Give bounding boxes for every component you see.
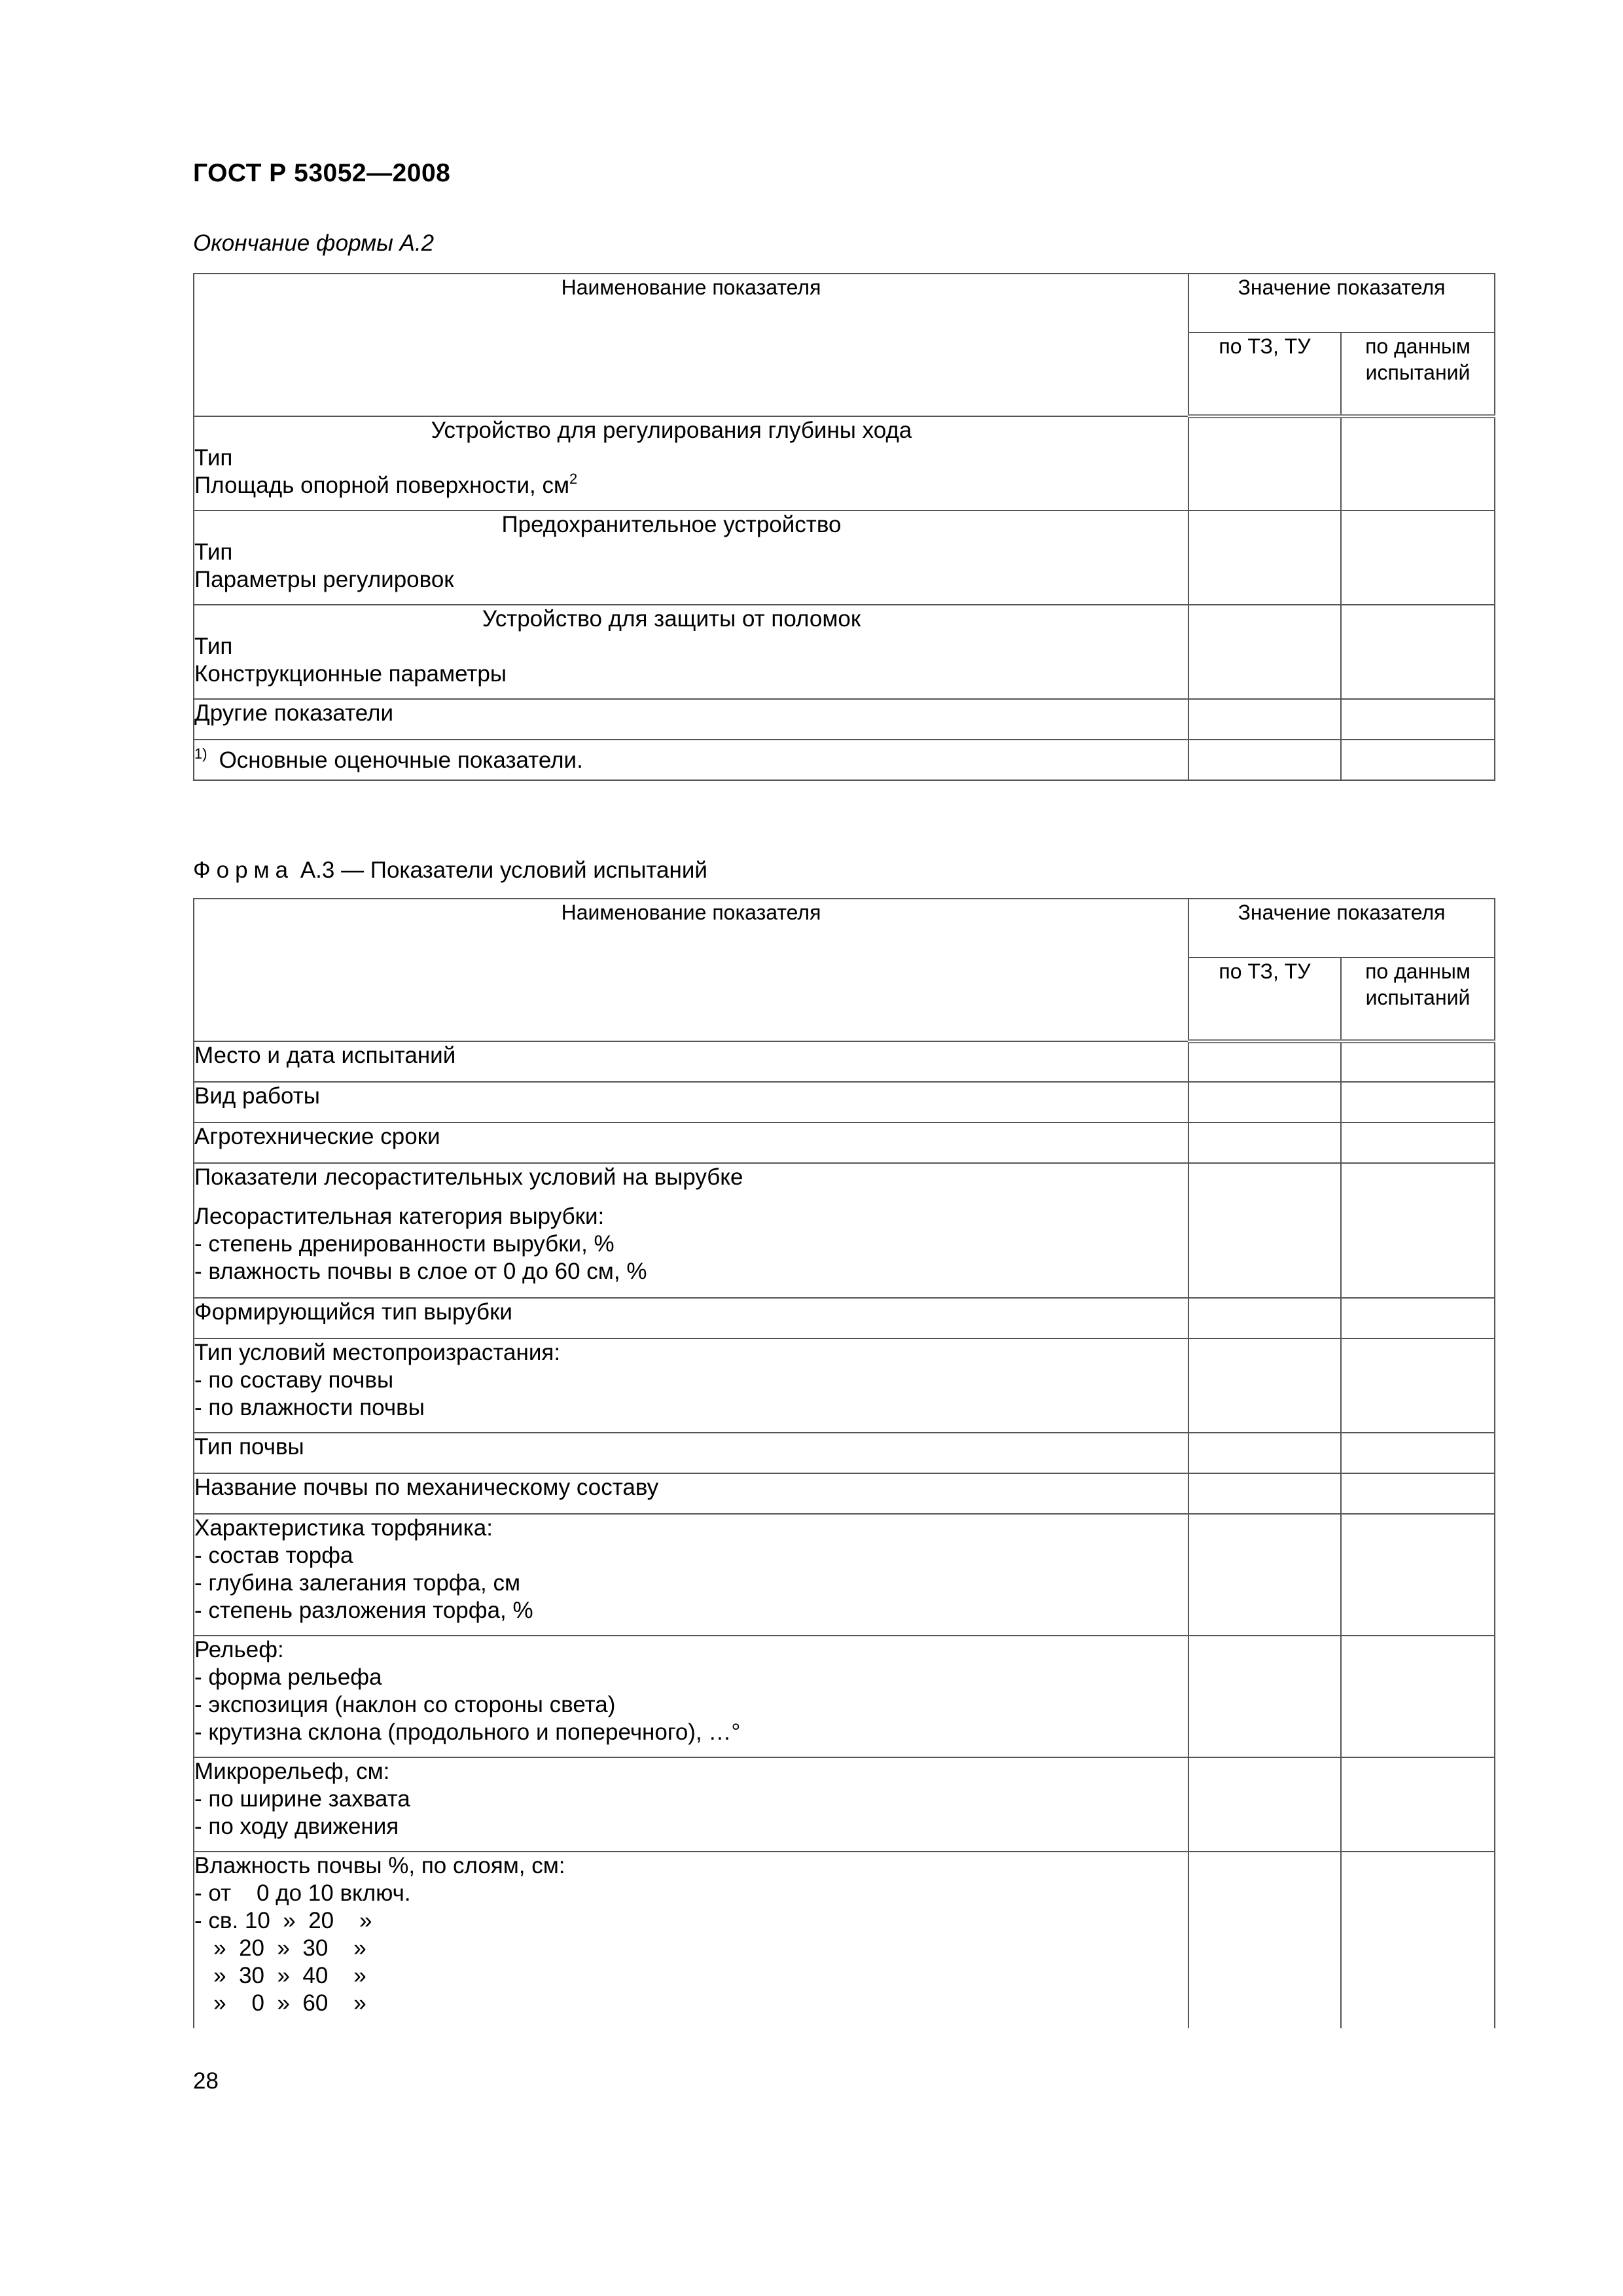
table-row [194,1636,1495,1757]
document-header: ГОСТ Р 53052—2008 [193,159,451,187]
column-header-value: Значение показателя [1188,274,1495,332]
value-cell [1341,1298,1495,1338]
value-cell [1188,1757,1341,1852]
table-row [194,1298,1495,1338]
value-cell [1188,416,1341,511]
row-line: Формирующийся тип вырубки [194,1299,512,1325]
form-a3-caption-prefix: Форма [193,857,294,883]
value-cell [1341,740,1495,780]
value-cell [1341,699,1495,740]
table-row [194,1514,1495,1636]
row-line: - состав торфа [194,1543,353,1568]
value-cell [1341,1852,1495,2028]
value-cell [1188,1041,1341,1082]
table-row [194,740,1495,780]
row-line: Название почвы по механическому составу [194,1475,659,1500]
row-line: Агротехнические сроки [194,1124,440,1149]
value-cell [1341,416,1495,511]
row-title: Устройство для защиты от поломок [482,606,861,632]
value-cell [1188,1852,1341,2028]
table-row [194,416,1495,511]
value-cell [1341,1433,1495,1473]
row-line: Параметры регулировок [194,567,454,592]
footnote-mark: 1) [194,745,207,762]
row-line: » 20 » 30 » [194,1935,366,1961]
column-header-by-test: по данным испытаний [1341,332,1495,416]
table-row [194,1338,1495,1433]
table-row [194,1163,1495,1298]
row-line: Тип условий местопроизрастания: [194,1340,561,1365]
row-line: - форма рельефа [194,1664,382,1690]
row-line: - экспозиция (наклон со стороны света) [194,1692,616,1717]
row-line: » 30 » 40 » [194,1963,366,1988]
value-cell [1341,605,1495,699]
value-cell [1188,1298,1341,1338]
table-row [194,1122,1495,1163]
form-a3-caption-rest: А.3 — Показатели условий испытаний [300,857,707,883]
value-cell [1188,1433,1341,1473]
row-line: - крутизна склона (продольного и поперечного), …° [194,1719,741,1745]
table-row [194,699,1495,740]
superscript: 2 [569,471,578,487]
row-title: Предохранительное устройство [501,512,842,537]
page-number: 28 [193,2068,219,2094]
row-line: - св. 10 » 20 » [194,1908,372,1933]
table-row [194,1757,1495,1852]
value-cell [1188,1636,1341,1757]
value-cell [1341,1122,1495,1163]
row-line: - по ходу движения [194,1814,399,1839]
value-cell [1188,1514,1341,1636]
row-line: Другие показатели [194,700,394,726]
column-header-value: Значение показателя [1188,899,1495,958]
row-line: Характеристика торфяника: [194,1515,493,1541]
row-line: Влажность почвы %, по слоям, см: [194,1853,565,1878]
value-cell [1188,1338,1341,1433]
value-cell [1341,1163,1495,1298]
value-cell [1341,1473,1495,1514]
value-cell [1188,699,1341,740]
form-a2-table [193,273,1495,781]
value-cell [1188,1122,1341,1163]
value-cell [1188,1082,1341,1122]
column-header-name: Наименование показателя [194,274,1188,416]
value-cell [1341,1757,1495,1852]
column-header-by-test: по данным испытаний [1341,958,1495,1041]
footnote-text: Основные оценочные показатели. [219,747,583,773]
value-cell [1341,511,1495,605]
value-cell [1188,1473,1341,1514]
column-header-name: Наименование показателя [194,899,1188,1041]
form-a3-table [193,898,1495,2028]
row-line: - по влажности почвы [194,1395,425,1420]
row-line: Место и дата испытаний [194,1043,456,1068]
table-row [194,1473,1495,1514]
value-cell [1341,1082,1495,1122]
column-header-by-spec: по ТЗ, ТУ [1188,958,1341,1041]
row-line: - по ширине захвата [194,1786,410,1812]
value-cell [1188,605,1341,699]
row-line: - степень разложения торфа, % [194,1598,533,1623]
value-cell [1341,1338,1495,1433]
value-cell [1188,511,1341,605]
row-line: Лесорастительная категория вырубки: [194,1204,605,1229]
form-a3-caption [193,857,707,884]
row-line: Площадь опорной поверхности, см [194,473,570,498]
table-row [194,511,1495,605]
table-row [194,1852,1495,2028]
row-title: Устройство для регулирования глубины хода [431,418,912,443]
value-cell [1341,1636,1495,1757]
row-line: - влажность почвы в слое от 0 до 60 см, % [194,1259,647,1284]
row-line: » 0 » 60 » [194,1990,366,2016]
form-a2-caption: Окончание формы А.2 [193,230,435,256]
row-line: Показатели лесорастительных условий на вырубке [194,1164,743,1190]
value-cell [1341,1514,1495,1636]
row-line: - по составу почвы [194,1367,394,1393]
row-line: Конструкционные параметры [194,661,507,687]
row-line: - от 0 до 10 включ. [194,1880,411,1906]
row-line: Тип [194,539,233,565]
row-line: Микрорельеф, см: [194,1759,390,1784]
value-cell [1188,1163,1341,1298]
value-cell [1341,1041,1495,1082]
row-line: Рельеф: [194,1637,284,1662]
row-line: Тип почвы [194,1434,304,1460]
row-line: Тип [194,634,233,659]
table-row [194,1082,1495,1122]
column-header-by-spec: по ТЗ, ТУ [1188,332,1341,416]
table-row [194,605,1495,699]
row-line: - степень дренированности вырубки, % [194,1231,615,1257]
table-row [194,1433,1495,1473]
table-row [194,1041,1495,1082]
row-line: Вид работы [194,1083,320,1109]
row-line: Тип [194,445,233,471]
row-line: - глубина залегания торфа, см [194,1570,521,1596]
value-cell [1188,740,1341,780]
